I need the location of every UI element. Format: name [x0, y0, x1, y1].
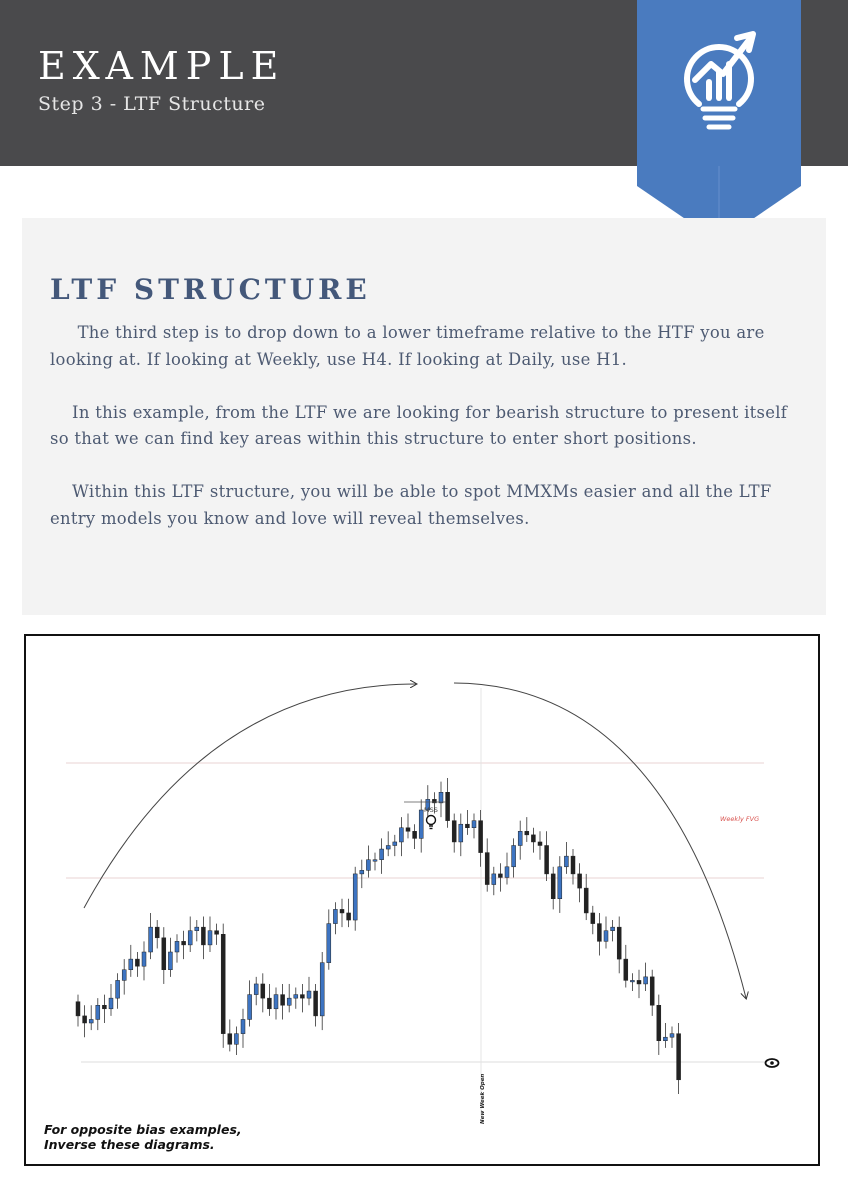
chart-frame — [24, 634, 820, 1166]
bullish-candle — [96, 1005, 100, 1019]
bearish-candle — [637, 980, 641, 984]
bullish-candle — [287, 998, 291, 1005]
bullish-candle — [353, 874, 357, 920]
bullish-candle — [241, 1019, 245, 1033]
bearish-candle — [261, 984, 265, 998]
bullish-candle — [254, 984, 258, 995]
weekly-fvg-label: Weekly FVG — [720, 815, 760, 823]
bullish-candle — [512, 846, 516, 867]
bullish-candle — [439, 792, 443, 803]
bullish-candle — [419, 810, 423, 838]
new-week-open-label: New Week Open — [480, 1073, 486, 1124]
ltf-structure-card — [22, 218, 826, 615]
bullish-candle — [320, 963, 324, 1016]
bullish-candle — [208, 931, 212, 945]
bullish-candle — [122, 970, 126, 981]
bullish-candle — [175, 941, 179, 952]
bullish-candle — [630, 980, 634, 982]
bullish-candle — [644, 977, 648, 984]
bearish-candle — [677, 1034, 681, 1080]
paragraph-2-text: In this example, from the LTF we are looking for bearish structure to present itself so that we can find key areas within this structure to enter short positions. — [50, 402, 788, 448]
bearish-candle — [102, 1005, 106, 1009]
logo-badge — [637, 0, 801, 242]
bearish-candle — [314, 991, 318, 1016]
bullish-candle — [670, 1034, 674, 1038]
right-arc-arrow — [454, 683, 746, 998]
inverse-note-line-1: For opposite bias examples, — [44, 1122, 242, 1137]
bullish-candle — [505, 867, 509, 878]
bullish-candle — [380, 849, 384, 860]
inverse-note — [44, 1122, 344, 1152]
bearish-candle — [485, 853, 489, 885]
bullish-candle — [386, 846, 390, 850]
bearish-candle — [584, 888, 588, 913]
bearish-candle — [657, 1005, 661, 1041]
paragraph-3-text: Within this LTF structure, you will be able to spot MMXMs easier and all the LTF entry models you know and love will reveal themselves. — [50, 482, 772, 528]
bullish-candle — [327, 924, 331, 963]
paragraph-1-text: The third step is to drop down to a lower timeframe relative to the HTF you are looking at. If looking at Weekly, use H4. If looking at Daily, use H1. — [50, 323, 765, 369]
bearish-candle — [182, 941, 186, 945]
bearish-candle — [267, 998, 271, 1009]
bearish-candle — [571, 856, 575, 874]
bullish-candle — [129, 959, 133, 970]
bullish-candle — [393, 842, 397, 846]
bearish-candle — [162, 938, 166, 970]
bearish-candle — [281, 995, 285, 1006]
left-arc-arrow — [84, 684, 416, 908]
bearish-candle — [228, 1034, 232, 1045]
bearish-candle — [340, 909, 344, 913]
bearish-candle — [76, 1002, 80, 1016]
bearish-candle — [545, 846, 549, 874]
bearish-candle — [300, 995, 304, 999]
bearish-candle — [465, 824, 469, 828]
bearish-candle — [624, 959, 628, 980]
bearish-candle — [617, 927, 621, 959]
bullish-candle — [195, 927, 199, 931]
bullish-candle — [294, 995, 298, 999]
bearish-candle — [347, 913, 351, 920]
bearish-candle — [155, 927, 159, 938]
candlestick-chart — [26, 636, 818, 1164]
bullish-candle — [234, 1034, 238, 1045]
bullish-candle — [373, 860, 377, 862]
bullish-candle — [188, 931, 192, 945]
bearish-candle — [650, 977, 654, 1005]
paragraph-2 — [50, 400, 810, 453]
bearish-candle — [525, 831, 529, 835]
bullish-candle — [274, 995, 278, 1009]
bearish-candle — [591, 913, 595, 924]
paragraph-1 — [50, 320, 810, 373]
bearish-candle — [446, 792, 450, 820]
bearish-candle — [406, 828, 410, 832]
bullish-candle — [142, 952, 146, 966]
bullish-candle — [492, 874, 496, 885]
bearish-candle — [221, 934, 225, 1033]
bullish-candle — [116, 980, 120, 998]
bullish-candle — [459, 824, 463, 842]
bearish-candle — [578, 874, 582, 888]
bearish-candle — [538, 842, 542, 846]
paragraph-3 — [50, 479, 810, 532]
bullish-candle — [472, 821, 476, 828]
card-heading: LTF STRUCTURE — [50, 273, 371, 306]
bearish-candle — [83, 1016, 87, 1023]
bullish-candle — [518, 831, 522, 845]
bullish-candle — [168, 952, 172, 970]
page-subtitle: Step 3 - LTF Structure — [38, 93, 266, 115]
bullish-candle — [399, 828, 403, 842]
bullish-candle — [663, 1037, 667, 1041]
bearish-candle — [597, 924, 601, 942]
bullish-candle — [366, 860, 370, 871]
bullish-candle — [604, 931, 608, 942]
bearish-candle — [215, 931, 219, 935]
bullish-candle — [307, 991, 311, 998]
bullish-candle — [89, 1019, 93, 1023]
bullish-candle — [149, 927, 153, 952]
bearish-candle — [135, 959, 139, 966]
card-body — [50, 320, 810, 559]
bullish-candle — [109, 998, 113, 1009]
bearish-candle — [531, 835, 535, 842]
eye-icon — [766, 1059, 779, 1067]
bearish-candle — [498, 874, 502, 878]
bullish-candle — [248, 995, 252, 1020]
bullish-candle — [360, 870, 364, 874]
bullish-candle — [558, 867, 562, 899]
lightbulb-icon — [427, 816, 436, 829]
bearish-candle — [452, 821, 456, 842]
bullish-candle — [564, 856, 568, 867]
bearish-candle — [201, 927, 205, 945]
inverse-note-line-2: Inverse these diagrams. — [44, 1137, 215, 1152]
bullish-candle — [333, 909, 337, 923]
bullish-candle — [611, 927, 615, 931]
bearish-candle — [479, 821, 483, 853]
candles — [76, 778, 681, 1094]
page-title: EXAMPLE — [38, 44, 286, 88]
bearish-candle — [551, 874, 555, 899]
bearish-candle — [413, 831, 417, 838]
mss-label: MSS — [424, 806, 438, 814]
